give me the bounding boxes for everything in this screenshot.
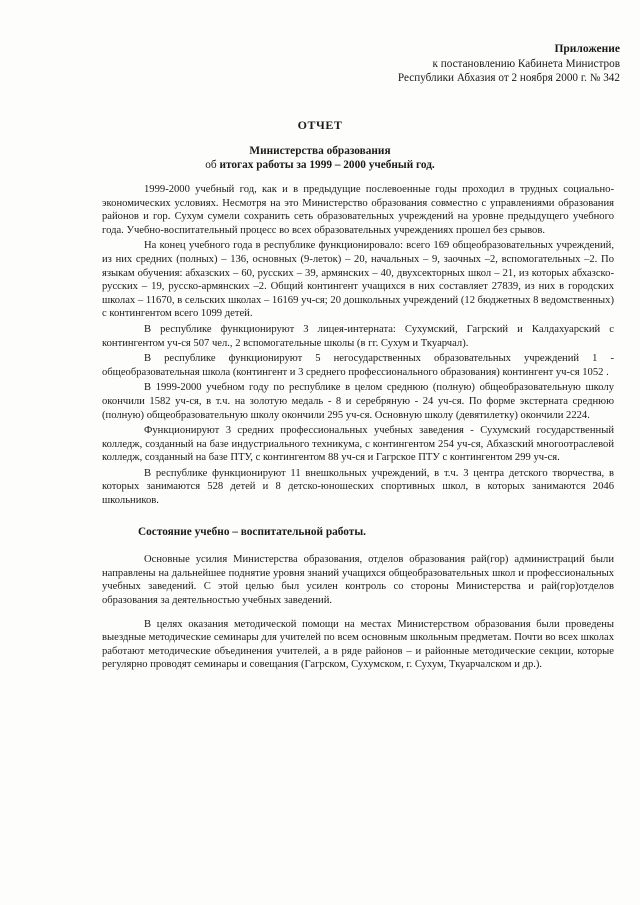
report-title: ОТЧЕТ	[297, 118, 343, 132]
report-subtitle	[0, 158, 640, 172]
paragraph: В 1999-2000 учебном году по республике в целом среднюю (полную) общеобразовательную школу окончили 1582 уч-ся, в т.ч. на золотую медаль - 8 и серебряную - 24 уч-ся. По форме экстерната среднюю (полную) общеобразовательную школу окончили 295 уч-ся. Основную школу (девятилетку) окончили 2224.	[102, 382, 614, 421]
section-title: Состояние учебно – воспитательной работы.	[138, 525, 366, 538]
appendix-line-2: Республики Абхазия от 2 ноября 2000 г. № 342	[397, 72, 620, 84]
subtitle-bold: итогах работы за 1999 – 2000 учебный год.	[219, 159, 435, 171]
paragraph: На конец учебного года в республике функционировало: всего 169 общеобразовательных учреждений, из них средних (полных) – 136, основных (9-леток) – 20, начальных – 9, заочных –2, вспомогательных –2. По языкам обучения: абхазских – 60, русских – 39, армянских – 40, двухсекторных школ – 21, из которых абхазско-русских – 19, русско-армянских –2. Общий контингент учащихся в них составляет 27839, из них в городских школах – 11670, в сельских школах – 16169 уч-ся; 20 дошкольных учреждений (12 бюджетных 8 ведомственных) с контингентом всего 1099 детей.	[102, 240, 614, 320]
appendix-title: Приложение	[554, 43, 620, 55]
subtitle-prefix: об	[205, 159, 220, 171]
section-paragraph: В целях оказания методической помощи на местах Министерством образования были проведены выездные методические семинары для учителей по всем основным школьным предметам. Почти во всех школах работают методические объединения учителей, а в ряде районов – и районные методические секции, которые регулярно проводят семинары и совещания (Гагрском, Сухумском, г. Сухум, Ткуарчалском и др.).	[102, 618, 614, 671]
paragraph: В республике функционируют 5 негосударственных образовательных учреждений 1 - общеобразовательная школа (контингент и 3 среднего профессионального образования) контингент уч-ся 1052 .	[102, 353, 614, 378]
section-paragraph: Основные усилия Министерства образования, отделов образования рай(гор) администраций были направлены на дальнейшее поднятие уровня знаний учащихся общеобразовательных школ и профессиональных учебных заведений. С этой целью был усилен контроль со стороны Министерства и рай(гор)отделов образования за деятельностью учебных заведений.	[102, 554, 614, 607]
appendix-header	[240, 42, 620, 86]
paragraph: 1999-2000 учебный год, как и в предыдущие послевоенные годы проходил в трудных социально-экономических условиях. Несмотря на это Министерство образования совместно с управлениями образования районов и гор. Сухум сумели сохранить сеть образовательных учреждений на уровне предыдущего учебного года. Учебно-воспитательный процесс во всех образовательных учреждениях прошел без срывов.	[102, 184, 614, 236]
organization-heading	[0, 144, 640, 172]
paragraph: В республике функционируют 3 лицея-интерната: Сухумский, Гагрский и Калдахуарский с контингентом уч-ся 507 чел., 2 вспомогательные школы (в гг. Сухум и Ткуарчал).	[102, 323, 614, 349]
appendix-line-1: к постановлению Кабинета Министров	[432, 57, 620, 70]
report-body	[102, 183, 614, 674]
organization-name: Министерства образования	[249, 145, 391, 157]
paragraph: Функционируют 3 средних профессиональных учебных заведения - Сухумский государственный колледж, созданный на базе индустриального техникума, с контингентом 254 уч-ся, Абхазский многоотраслевой колледж, созданный на базе ПТУ, с контингентом 88 уч-ся и Гагрское ПТУ с контингентом 299 уч-ся.	[102, 425, 614, 464]
paragraph: В республике функционируют 11 внешкольных учреждений, в т.ч. 3 центра детского творчества, в которых занимаются 528 детей и 8 детско-юношеских спортивных школ, в которых занимаются 2046 школьников.	[102, 467, 614, 507]
